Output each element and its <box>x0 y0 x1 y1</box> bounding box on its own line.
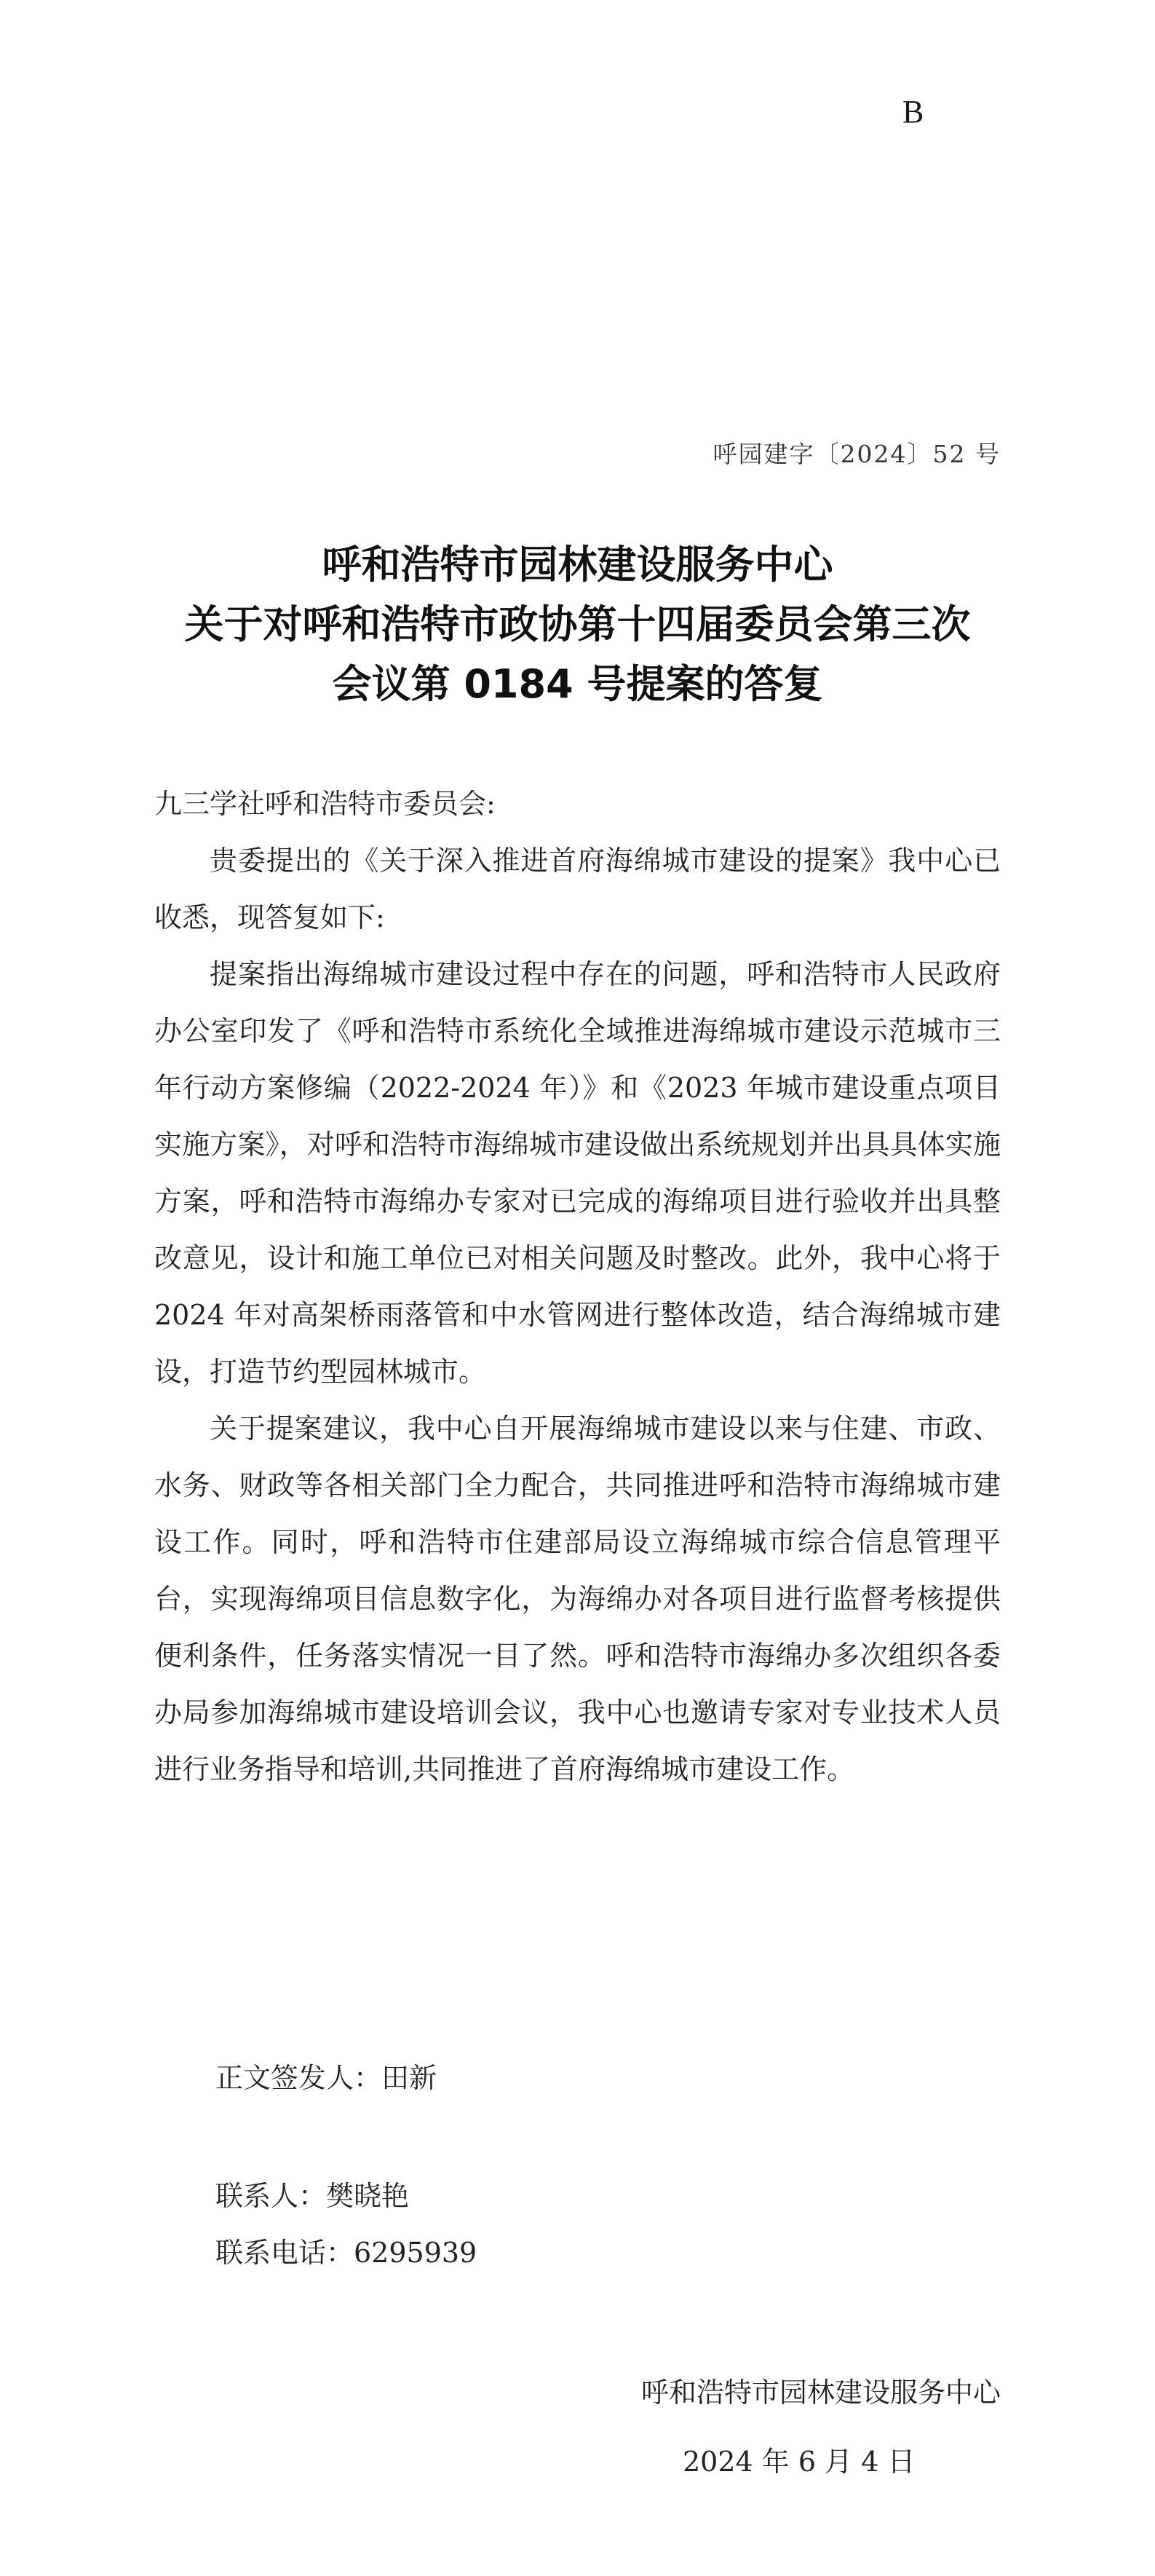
signer-line: 正文签发人：田新 <box>215 2062 437 2094</box>
paragraph-2: 提案指出海绵城市建设过程中存在的问题，呼和浩特市人民政府办公室印发了《呼和浩特市系统化全域推进海绵城市建设示范城市三年行动方案修编（2022-2024 年）》和《2023 年城市建设重点项目实施方案》，对呼和浩特市海绵城市建设做出系统规划并出具具体实施方案，呼和浩特市海绵办专家对已完成的海绵项目进行验收并出具整改意见，设计和施工单位已对相关问题及时整改。此外，我中心将于 2024 年对高架桥雨落管和中水管网进行整体改造，结合海绵城市建设，打造节约型园林城市。 <box>154 958 1001 1388</box>
issuing-organization: 呼和浩特市园林建设服务中心 <box>640 2377 1001 2409</box>
title-line-3: 会议第 0184 号提案的答复 <box>332 661 823 707</box>
title-line-2: 关于对呼和浩特市政协第十四届委员会第三次 <box>184 601 971 647</box>
level-mark: B <box>902 94 924 130</box>
paragraph-1: 贵委提出的《关于深入推进首府海绵城市建设的提案》我中心已收悉，现答复如下: <box>154 845 1001 933</box>
contact-person: 联系人：樊晓艳 <box>215 2180 410 2212</box>
contact-phone: 联系电话：6295939 <box>215 2237 477 2269</box>
issue-date: 2024 年 6 月 4 日 <box>683 2446 916 2478</box>
document-body <box>154 775 1001 1798</box>
title-line-1: 呼和浩特市园林建设服务中心 <box>322 542 833 588</box>
paragraph-3: 关于提案建议，我中心自开展海绵城市建设以来与住建、市政、水务、财政等各相关部门全力配合，共同推进呼和浩特市海绵城市建设工作。同时，呼和浩特市住建部局设立海绵城市综合信息管理平台，实现海绵项目信息数字化，为海绵办对各项目进行监督考核提供便利条件，任务落实情况一目了然。呼和浩特市海绵办多次组织各委办局参加海绵城市建设培训会议，我中心也邀请专家对专业技术人员进行业务指导和培训,共同推进了首府海绵城市建设工作。 <box>154 1413 1001 1785</box>
document-title <box>0 535 1155 714</box>
document-number: 呼园建字〔2024〕52 号 <box>713 440 1001 468</box>
salutation: 九三学社呼和浩特市委员会: <box>154 788 496 820</box>
